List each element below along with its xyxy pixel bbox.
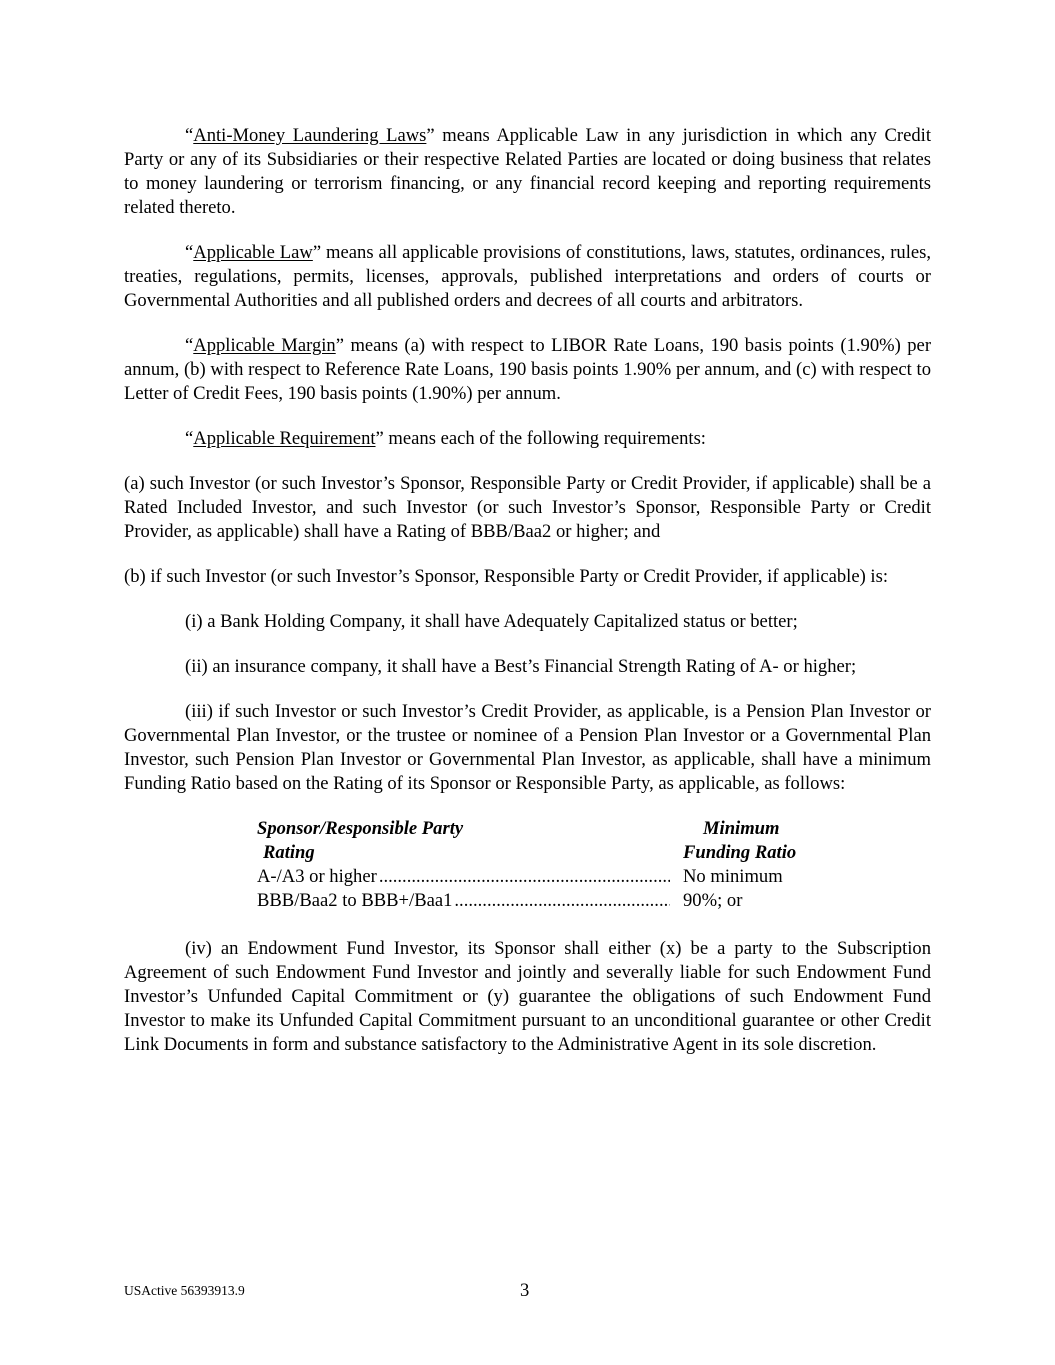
clause-iv: (iv) an Endowment Fund Investor, its Sponsor shall either (x) be a party to the Subscription Agreement of such Endowment Fund Investor and jointly and severally liable for such Endowment Fund Investor’s Unfunded Capital Commitment or (y) guarantee the obligations of such Endowment Fund Investor to make its Unfunded Capital Commitment pursuant to an unconditional guarantee or other Credit Link Documents in form and substance satisfactory to the Administrative Agent in its sole discretion. <box>124 938 931 1055</box>
clause-i: (i) a Bank Holding Company, it shall have Adequately Capitalized status or better; <box>185 611 798 632</box>
definition-applicable-law <box>124 241 931 313</box>
defined-term: Anti-Money Laundering Laws <box>193 125 427 146</box>
ratio-cell: 90%; or <box>683 890 743 911</box>
clause-a: (a) such Investor (or such Investor’s Sponsor, Responsible Party or Credit Provider, if applicable) shall be a Rated Included Investor, and such Investor (or such Investor’s Sponsor, Responsible Party or Credit Provider, as applicable) shall have a Rating of BBB/Baa2 or higher; and <box>124 473 931 542</box>
open-quote: “ <box>185 242 194 263</box>
header-sponsor-rating-line2: Rating <box>263 842 315 863</box>
definition-anti-money-laundering-laws <box>124 124 931 220</box>
clause-b: (b) if such Investor (or such Investor’s Sponsor, Responsible Party or Credit Provider, if applicable) is: <box>124 566 888 587</box>
definition-text: ” means each of the following requirements: <box>375 428 706 449</box>
table-row <box>257 889 797 913</box>
dot-leader <box>452 889 670 913</box>
definition-text: ” means (a) with respect to LIBOR Rate Loans, 190 basis points (1.90%) per annum, (b) with respect to Reference Rate Loans, 190 basis points 1.90% per annum, and (c) with respect to Letter of Credit Fees, 190 basis points (1.90%) per annum. <box>124 335 932 404</box>
definition-text: ” means Applicable Law in any jurisdiction in which any Credit Party or any of its Subsidiaries or their respective Related Parties are located or doing business that relates to money laundering or terrorism financing, or any financial record keeping and reporting requirements related thereto. <box>124 125 932 218</box>
open-quote: “ <box>185 125 194 146</box>
defined-term: Applicable Requirement <box>193 428 376 449</box>
page-number: 3 <box>520 1280 530 1301</box>
definition-text: ” means all applicable provisions of constitutions, laws, statutes, ordinances, rules, treaties, regulations, permits, licenses, approvals, published interpretations and orders of courts or Governmental Authorities and all published orders and decrees of all courts and arbitrators. <box>124 242 931 311</box>
header-sponsor-rating-line1: Sponsor/Responsible Party <box>257 818 464 839</box>
table-header-row-1 <box>257 817 797 841</box>
ratio-cell: No minimum <box>683 866 783 887</box>
document-body <box>124 124 931 1078</box>
defined-term: Applicable Law <box>193 242 313 263</box>
document-id: USActive 56393913.9 <box>124 1283 245 1298</box>
table-row <box>257 865 797 889</box>
open-quote: “ <box>185 335 194 356</box>
table-header-row-2 <box>257 841 797 865</box>
definition-applicable-requirement <box>124 427 931 451</box>
header-minimum: Minimum <box>703 818 780 839</box>
open-quote: “ <box>185 428 194 449</box>
clause-ii: (ii) an insurance company, it shall have a Best’s Financial Strength Rating of A- or higher; <box>185 656 857 677</box>
rating-cell: A-/A3 or higher <box>257 866 377 887</box>
defined-term: Applicable Margin <box>193 335 336 356</box>
clause-iii: (iii) if such Investor or such Investor’s Credit Provider, as applicable, is a Pension Plan Investor or Governmental Plan Investor, or the trustee or nominee of a Pension Plan Investor or a Governmental Plan Investor, such Pension Plan Investor or Governmental Plan Investor, as applicable, shall have a minimum Funding Ratio based on the Rating of its Sponsor or Responsible Party, as applicable, as follows: <box>124 701 931 794</box>
dot-leader <box>377 865 670 889</box>
rating-cell: BBB/Baa2 to BBB+/Baa1 <box>257 890 453 911</box>
definition-applicable-margin <box>124 334 931 406</box>
funding-ratio-table <box>257 817 797 913</box>
header-funding-ratio: Funding Ratio <box>683 842 797 863</box>
